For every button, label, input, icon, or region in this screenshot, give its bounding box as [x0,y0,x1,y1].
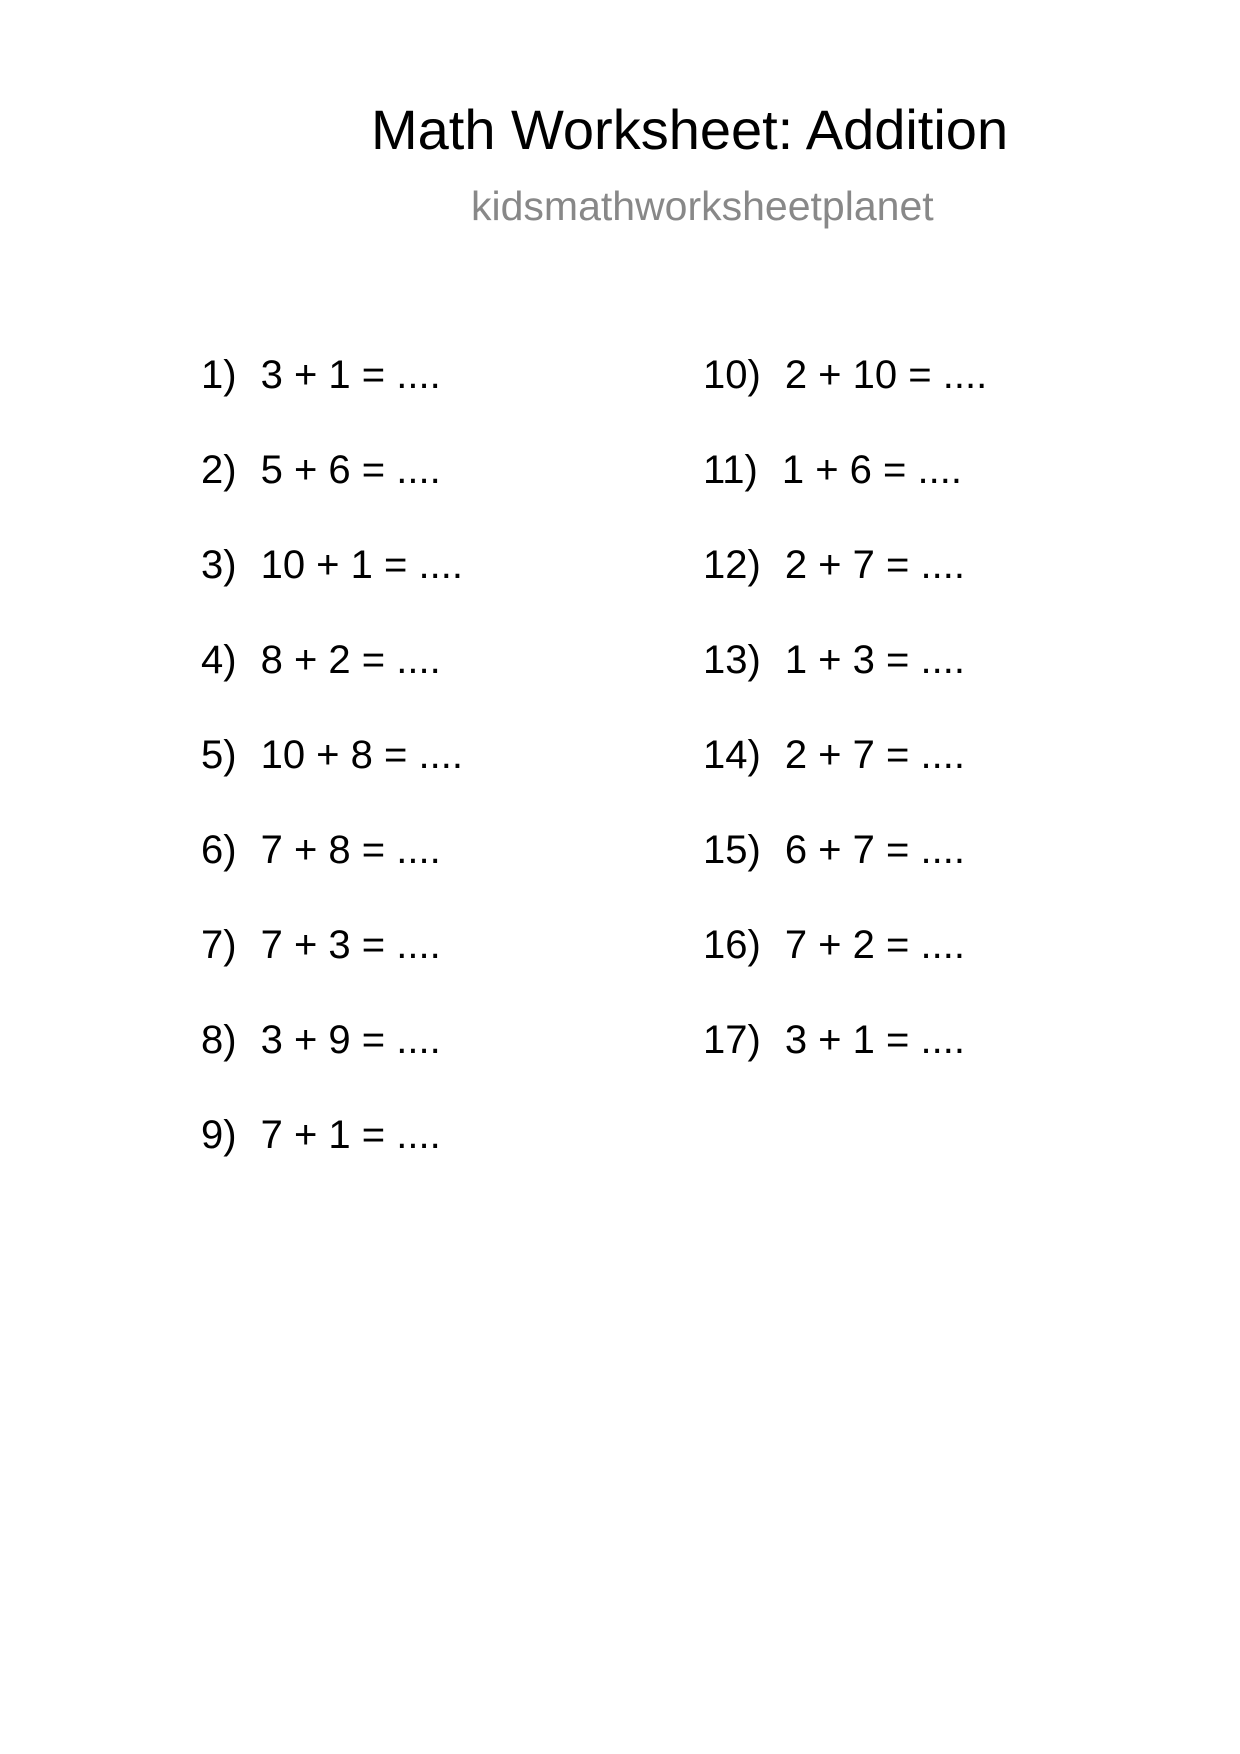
problem-number: 12) [703,543,761,587]
problem-item [201,352,441,398]
problem-item [201,447,441,493]
problem-number: 4) [201,638,237,682]
problem-number: 3) [201,543,237,587]
problem-number: 6) [201,828,237,872]
problem-item [703,637,965,683]
problem-expression: 1 + 6 = .... [781,448,962,492]
problem-item [201,827,441,873]
problem-item [201,1112,441,1158]
problem-item [201,637,441,683]
problem-item [201,922,441,968]
problem-number: 15) [703,828,761,872]
problem-expression: 6 + 7 = .... [784,828,965,872]
problem-item [201,1017,441,1063]
problem-expression: 7 + 8 = .... [260,828,441,872]
problem-number: 5) [201,733,237,777]
problem-number: 8) [201,1018,237,1062]
problem-number: 1) [201,353,237,397]
problem-item [703,827,965,873]
page-title: Math Worksheet: Addition [371,98,1009,161]
problem-number: 16) [703,923,761,967]
problem-expression: 10 + 8 = .... [260,733,463,777]
problem-item [201,732,463,778]
problem-item [703,922,965,968]
problem-expression: 3 + 1 = .... [784,1018,965,1062]
problem-number: 14) [703,733,761,777]
problem-item [703,352,987,398]
problem-expression: 7 + 3 = .... [260,923,441,967]
problem-number: 9) [201,1113,237,1157]
problem-number: 10) [703,353,761,397]
problem-expression: 2 + 7 = .... [784,733,965,777]
problem-item [703,732,965,778]
problem-expression: 8 + 2 = .... [260,638,441,682]
problem-expression: 1 + 3 = .... [784,638,965,682]
problem-number: 17) [703,1018,761,1062]
problem-expression: 7 + 1 = .... [260,1113,441,1157]
problem-number: 2) [201,448,237,492]
problem-number: 7) [201,923,237,967]
problem-expression: 2 + 7 = .... [784,543,965,587]
problem-number: 11) [703,448,758,492]
problem-item [703,542,965,588]
problem-number: 13) [703,638,761,682]
problem-item [703,1017,965,1063]
problem-expression: 3 + 1 = .... [260,353,441,397]
problem-item [703,447,962,493]
page-subtitle: kidsmathworksheetplanet [471,183,934,229]
problem-item [201,542,463,588]
problem-expression: 2 + 10 = .... [784,353,988,397]
problem-expression: 3 + 9 = .... [260,1018,441,1062]
problem-expression: 10 + 1 = .... [260,543,463,587]
problem-expression: 7 + 2 = .... [784,923,965,967]
problem-expression: 5 + 6 = .... [260,448,441,492]
